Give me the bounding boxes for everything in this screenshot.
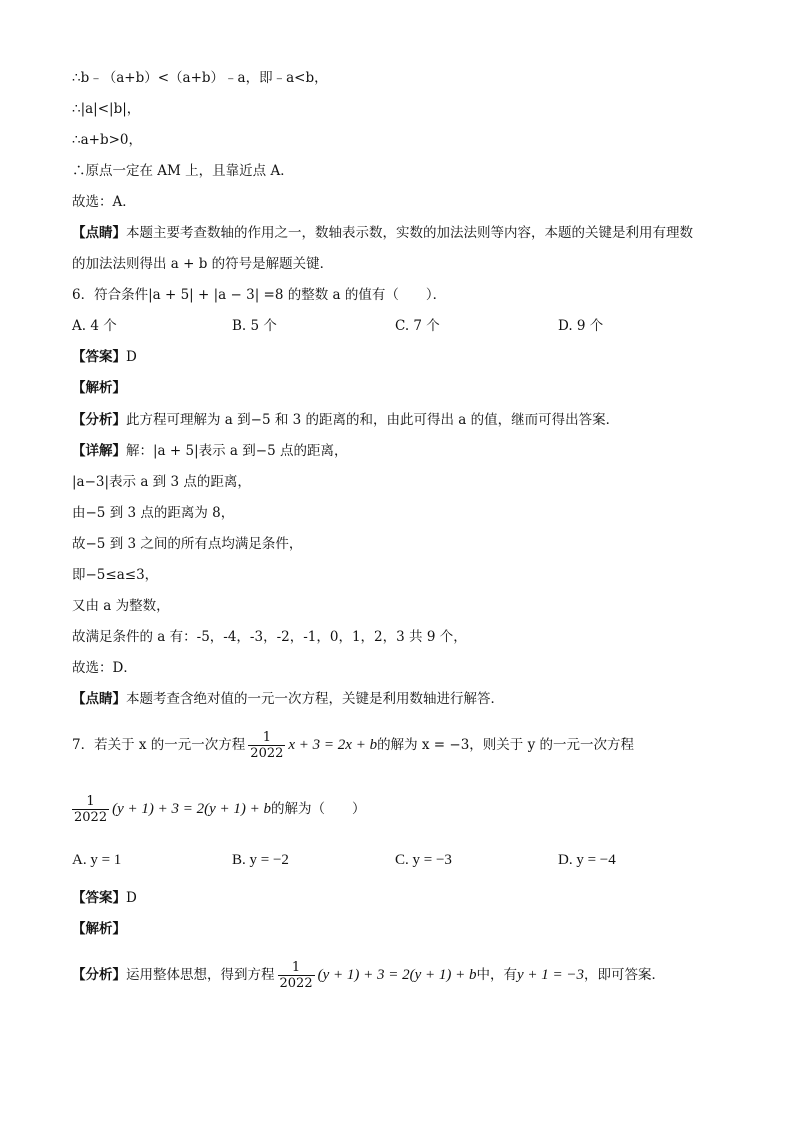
text-line: ∴a+b>0，	[72, 132, 142, 148]
text-span: 本题考查含绝对值的一元一次方程，关键是利用数轴进行解答．	[126, 691, 504, 707]
text-span: ，即可答案．	[584, 967, 666, 983]
detail-line: |a−3|表示 a 到 3 点的距离，	[72, 474, 251, 490]
detail-line: 又由 a 为整数，	[72, 598, 170, 614]
analysis-line	[72, 410, 619, 430]
text-line: ∴|a|<|b|，	[72, 101, 141, 117]
text-span: 运用整体思想，得到方程	[126, 967, 275, 983]
question-7-equation	[72, 792, 366, 826]
detail-line	[72, 441, 347, 461]
answer-line	[72, 888, 137, 908]
text-span: 的解为（ ）	[271, 801, 366, 817]
option-c: C. y = −3	[395, 852, 452, 868]
detail-line: 由−5 到 3 点的距离为 8，	[72, 505, 235, 521]
question-6-stem: 6．符合条件|a + 5| + |a − 3| =8 的整数 a 的值有（ ）．	[72, 287, 447, 303]
fraction	[248, 730, 285, 761]
text-line	[72, 223, 693, 243]
fraction-numerator: 1	[72, 794, 109, 810]
equation: x + 3 = 2x + b	[288, 737, 378, 753]
fraction-denominator: 2022	[279, 976, 313, 991]
text-span: 中，有	[476, 967, 517, 983]
option-d: D. 9 个	[558, 318, 604, 334]
section-tag: 【分析】	[72, 967, 126, 983]
fraction	[278, 960, 315, 991]
equation: y + 1 = −3	[517, 967, 585, 983]
fraction	[72, 794, 109, 825]
comment-line	[72, 689, 504, 709]
text-line: ∴b﹣（a+b）<（a+b）﹣a，即﹣a<b，	[72, 70, 328, 86]
text-span: 的解为 x = −3，则关于 y 的一元一次方程	[377, 737, 634, 753]
jiexi-tag: 【解析】	[72, 921, 126, 937]
section-tag: 【点睛】	[72, 225, 126, 241]
option-a: A. 4 个	[72, 318, 117, 334]
answer-value: D	[126, 349, 137, 365]
answer-tag: 【答案】	[72, 349, 126, 365]
option-d: D. y = −4	[558, 852, 616, 868]
text-span: 7．若关于 x 的一元一次方程	[72, 737, 246, 753]
text-line: 故选：A．	[72, 194, 136, 210]
detail-line: 即−5≤a≤3，	[72, 567, 159, 583]
jiexi-tag: 【解析】	[72, 380, 126, 396]
text-span: 解：|a + 5|表示 a 到−5 点的距离，	[126, 443, 348, 459]
detail-line: 故选：D．	[72, 660, 137, 676]
text-span: 本题主要考查数轴的作用之一，数轴表示数，实数的加法法则等内容，本题的关键是利用有理数	[126, 225, 693, 241]
fraction-denominator: 2022	[74, 810, 108, 825]
detail-line: 故−5 到 3 之间的所有点均满足条件，	[72, 536, 303, 552]
analysis-line	[72, 958, 665, 992]
answer-value: D	[126, 890, 137, 906]
answer-tag: 【答案】	[72, 890, 126, 906]
section-tag: 【分析】	[72, 412, 126, 428]
section-tag: 【详解】	[72, 443, 126, 459]
fraction-denominator: 2022	[250, 746, 284, 761]
equation: (y + 1) + 3 = 2(y + 1) + b	[317, 967, 477, 983]
option-b: B. y = −2	[232, 852, 289, 868]
text-line: 的加法法则得出 a + b 的符号是解题关键．	[72, 256, 334, 272]
option-c: C. 7 个	[395, 318, 440, 334]
answer-line	[72, 347, 137, 367]
equation: (y + 1) + 3 = 2(y + 1) + b	[112, 801, 271, 817]
option-b: B. 5 个	[232, 318, 277, 334]
text-line: ∴原点一定在 AM 上，且靠近点 A．	[72, 163, 294, 179]
option-a: A. y = 1	[72, 852, 122, 868]
section-tag: 【点睛】	[72, 691, 126, 707]
fraction-numerator: 1	[278, 960, 315, 976]
fraction-numerator: 1	[248, 730, 285, 746]
question-7-stem	[72, 728, 634, 762]
text-span: 此方程可理解为 a 到−5 和 3 的距离的和，由此可得出 a 的值，继而可得出答案．	[126, 412, 620, 428]
detail-line: 故满足条件的 a 有：-5，-4，-3，-2，-1，0，1，2，3 共 9 个，	[72, 629, 467, 645]
